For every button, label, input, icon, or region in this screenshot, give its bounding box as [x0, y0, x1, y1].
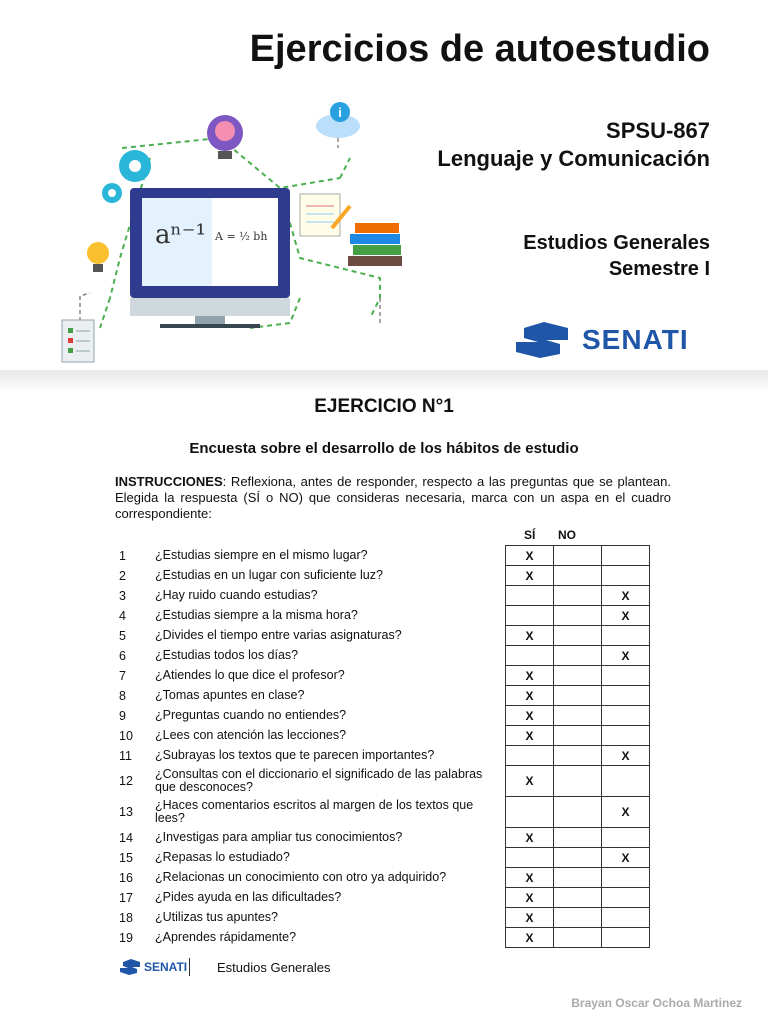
exercise-title: EJERCICIO N°1 — [314, 396, 454, 417]
checklist-icon — [62, 320, 94, 362]
question-number: 3 — [119, 588, 126, 603]
table-row — [115, 646, 650, 666]
answer-cell-extra[interactable] — [602, 686, 650, 706]
answer-cell-extra[interactable]: X — [602, 586, 650, 606]
author-watermark: Brayan Oscar Ochoa Martinez — [571, 996, 742, 1010]
exercise-subtitle: Encuesta sobre el desarrollo de los hábitos de estudio — [189, 440, 579, 457]
instructions-label: INSTRUCCIONES — [115, 474, 223, 489]
page-title: Ejercicios de autoestudio — [249, 28, 710, 70]
question-number: 17 — [119, 890, 133, 905]
question-number: 6 — [119, 648, 126, 663]
table-row — [115, 706, 650, 726]
question-number: 9 — [119, 708, 126, 723]
course-code: SPSU-867 — [606, 118, 710, 143]
course-name: Lenguaje y Comunicación — [437, 146, 710, 171]
answer-cell-si[interactable] — [506, 586, 554, 606]
column-header-no: NO — [558, 528, 576, 542]
answer-cell-no[interactable] — [554, 908, 602, 928]
question-number: 1 — [119, 548, 126, 563]
formula-left: aⁿ⁻¹ — [155, 220, 206, 250]
answer-cell-si[interactable]: X — [506, 566, 554, 586]
question-number: 12 — [119, 774, 133, 788]
question-text: ¿Atiendes lo que dice el profesor? — [155, 668, 345, 682]
answer-cell-no[interactable] — [554, 566, 602, 586]
question-number: 18 — [119, 910, 133, 925]
answer-cell-extra[interactable] — [602, 626, 650, 646]
lightbulb-icon — [87, 242, 109, 272]
answer-cell-si[interactable]: X — [506, 726, 554, 746]
question-text: ¿Tomas apuntes en clase? — [155, 688, 305, 702]
column-header-si: SÍ — [524, 528, 536, 542]
answer-cell-si[interactable] — [506, 746, 554, 766]
monitor-icon — [130, 188, 290, 328]
question-text: ¿Haces comentarios escritos al margen de los textos que lees? — [155, 798, 474, 825]
question-text: ¿Investigas para ampliar tus conocimientos? — [155, 830, 403, 844]
answer-cell-si[interactable]: X — [506, 828, 554, 848]
divider — [0, 370, 768, 394]
question-text: ¿Hay ruido cuando estudias? — [155, 588, 318, 602]
info-badge: i — [338, 105, 342, 120]
answer-cell-si[interactable]: X — [506, 686, 554, 706]
senati-logo-icon — [516, 320, 576, 360]
question-text: ¿Repasas lo estudiado? — [155, 850, 290, 864]
instructions — [115, 474, 671, 522]
question-text: ¿Lees con atención las lecciones? — [155, 728, 347, 742]
answer-cell-si[interactable]: X — [506, 888, 554, 908]
footer-separator — [189, 958, 190, 976]
answer-cell-si[interactable]: X — [506, 546, 554, 566]
instructions-text: : Reflexiona, antes de responder, respecto a las preguntas que se plantean. Elegida la respuesta (SÍ o NO) que consideras necesaria, marca con un aspa en el cuadro correspondiente: — [115, 474, 671, 521]
question-text: ¿Pides ayuda en las dificultades? — [155, 890, 342, 904]
formula-right: A = ½ bh — [215, 230, 268, 243]
table-row — [115, 726, 650, 746]
department: Estudios Generales — [523, 232, 710, 254]
answer-cell-si[interactable]: X — [506, 766, 554, 797]
answer-cell-no[interactable] — [554, 828, 602, 848]
table-row — [115, 686, 650, 706]
question-text: ¿Preguntas cuando no entiendes? — [155, 708, 347, 722]
answer-cell-extra[interactable] — [602, 766, 650, 797]
answer-cell-no[interactable] — [554, 606, 602, 626]
question-number: 2 — [119, 568, 126, 583]
answer-cell-no[interactable] — [554, 746, 602, 766]
answer-cell-no[interactable] — [554, 726, 602, 746]
answer-cell-si[interactable]: X — [506, 868, 554, 888]
answer-cell-extra[interactable] — [602, 908, 650, 928]
table-row — [115, 566, 650, 586]
question-number: 15 — [119, 850, 133, 865]
footer-department: Estudios Generales — [217, 960, 331, 975]
question-number: 8 — [119, 688, 126, 703]
books-icon — [348, 223, 402, 266]
table-row — [115, 848, 650, 868]
question-text: ¿Consultas con el diccionario el significado de las palabras que desconoces? — [155, 767, 483, 794]
info-icon — [316, 102, 360, 138]
table-row — [115, 746, 650, 766]
answer-cell-extra[interactable]: X — [602, 848, 650, 868]
answer-cell-no[interactable] — [554, 646, 602, 666]
question-number: 14 — [119, 830, 133, 845]
answer-cell-extra[interactable]: X — [602, 746, 650, 766]
question-number: 7 — [119, 668, 126, 683]
answer-cell-extra[interactable]: X — [602, 606, 650, 626]
question-text: ¿Estudias siempre a la misma hora? — [155, 608, 358, 622]
question-text: ¿Divides el tiempo entre varias asignaturas? — [155, 628, 402, 642]
table-row — [115, 606, 650, 626]
answer-cell-extra[interactable]: X — [602, 797, 650, 828]
answer-cell-no[interactable] — [554, 888, 602, 908]
answer-cell-extra[interactable]: X — [602, 646, 650, 666]
senati-logo — [516, 320, 716, 360]
footer-logo-text: SENATI — [144, 960, 188, 974]
question-text: ¿Utilizas tus apuntes? — [155, 910, 278, 924]
table-row — [115, 546, 650, 566]
table-row — [115, 666, 650, 686]
answer-cell-extra[interactable] — [602, 546, 650, 566]
question-number: 11 — [119, 748, 132, 763]
footer-logo — [120, 958, 186, 978]
senati-logo-text: SENATI — [582, 324, 689, 355]
question-number: 4 — [119, 608, 126, 623]
table-row — [115, 828, 650, 848]
table-row — [115, 888, 650, 908]
answer-cell-si[interactable] — [506, 646, 554, 666]
footer-logo-icon — [120, 958, 142, 976]
answer-cell-extra[interactable] — [602, 868, 650, 888]
answer-cell-no[interactable] — [554, 766, 602, 797]
answer-cell-si[interactable]: X — [506, 706, 554, 726]
question-text: ¿Estudias en un lugar con suficiente luz? — [155, 568, 383, 582]
answer-cell-no[interactable] — [554, 666, 602, 686]
answer-cell-si[interactable] — [506, 797, 554, 828]
question-number: 16 — [119, 870, 133, 885]
study-illustration — [50, 98, 420, 370]
survey-table-body — [115, 546, 650, 948]
question-text: ¿Subrayas los textos que te parecen importantes? — [155, 748, 435, 762]
notepad-icon — [300, 194, 350, 236]
answer-cell-no[interactable] — [554, 586, 602, 606]
answer-cell-no[interactable] — [554, 626, 602, 646]
answer-cell-extra[interactable] — [602, 706, 650, 726]
question-number: 5 — [119, 628, 126, 643]
answer-cell-extra[interactable] — [602, 666, 650, 686]
answer-cell-extra[interactable] — [602, 726, 650, 746]
answer-cell-extra[interactable] — [602, 888, 650, 908]
answer-cell-no[interactable] — [554, 868, 602, 888]
question-number: 10 — [119, 728, 133, 743]
answer-cell-extra[interactable] — [602, 928, 650, 948]
answer-cell-no[interactable] — [554, 546, 602, 566]
question-text: ¿Relacionas un conocimiento con otro ya adquirido? — [155, 870, 447, 884]
table-row — [115, 868, 650, 888]
question-text: ¿Aprendes rápidamente? — [155, 930, 297, 944]
answer-cell-si[interactable] — [506, 848, 554, 868]
answer-cell-no[interactable] — [554, 848, 602, 868]
table-row — [115, 908, 650, 928]
question-number: 13 — [119, 805, 133, 819]
table-row — [115, 586, 650, 606]
answer-cell-si[interactable] — [506, 606, 554, 626]
table-row — [115, 928, 650, 948]
answer-cell-no[interactable] — [554, 797, 602, 828]
answer-cell-extra[interactable] — [602, 566, 650, 586]
answer-cell-si[interactable]: X — [506, 928, 554, 948]
answer-cell-no[interactable] — [554, 928, 602, 948]
question-number: 19 — [119, 930, 133, 945]
answer-cell-si[interactable]: X — [506, 666, 554, 686]
answer-cell-no[interactable] — [554, 706, 602, 726]
answer-cell-no[interactable] — [554, 686, 602, 706]
answer-cell-extra[interactable] — [602, 828, 650, 848]
answer-cell-si[interactable]: X — [506, 626, 554, 646]
semester: Semestre I — [608, 258, 710, 280]
table-row — [115, 766, 650, 797]
question-text: ¿Estudias siempre en el mismo lugar? — [155, 548, 368, 562]
survey-table — [115, 545, 650, 948]
question-text: ¿Estudias todos los días? — [155, 648, 299, 662]
table-row — [115, 626, 650, 646]
table-row — [115, 797, 650, 828]
answer-cell-si[interactable]: X — [506, 908, 554, 928]
